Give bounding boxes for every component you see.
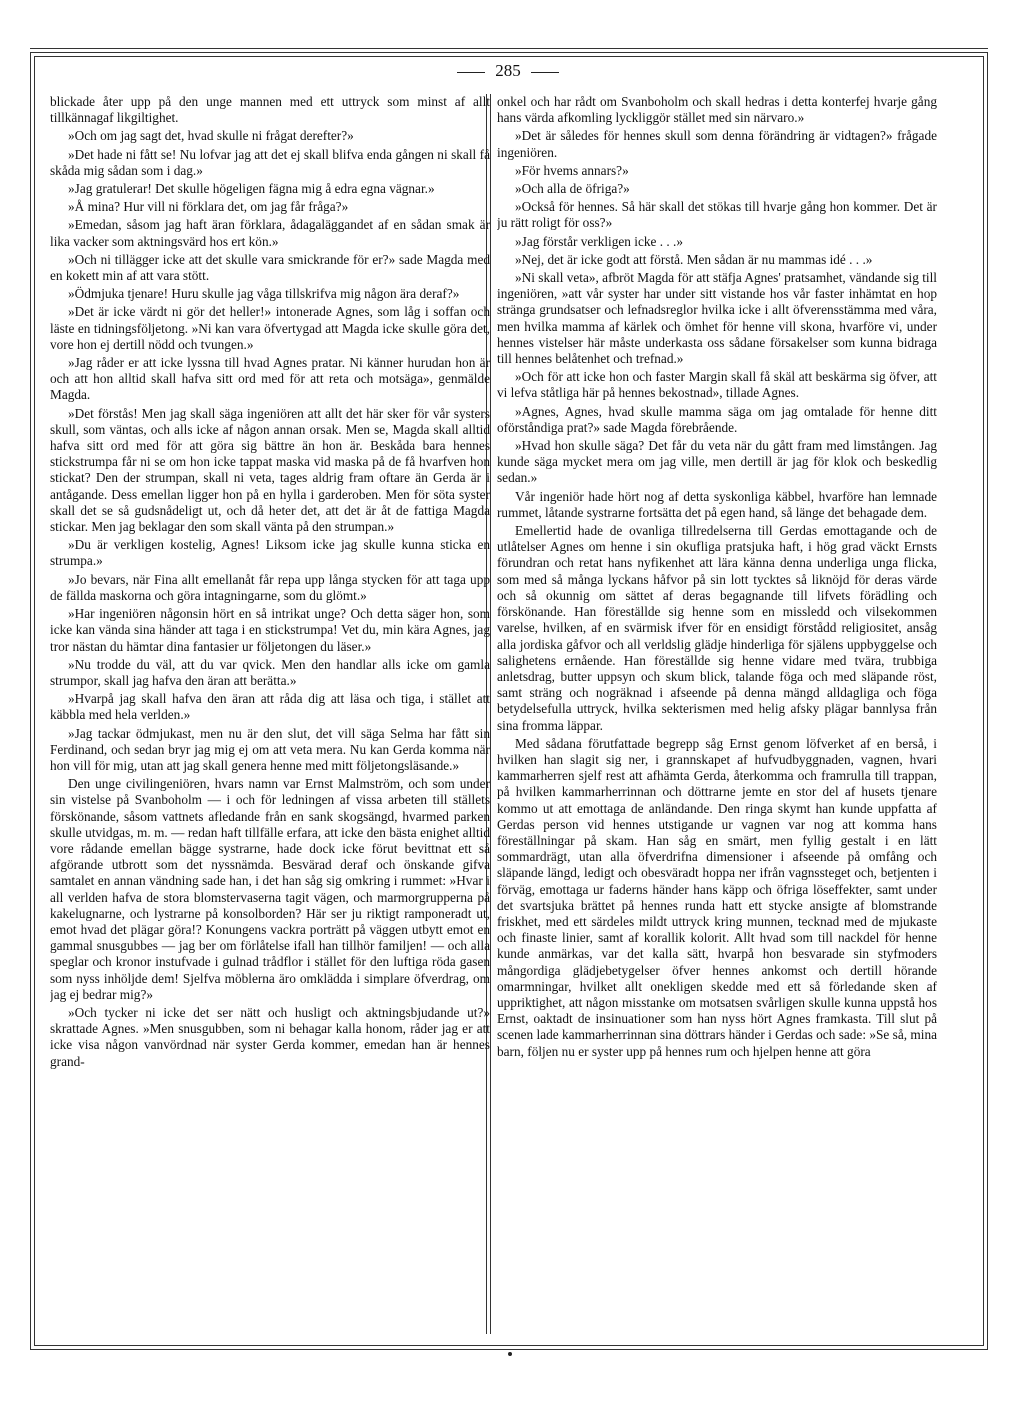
paragraph: »Ni skall veta», afbröt Magda för att stäfja Agnes' pratsamhet, vändande sig till ingeniören, »att vår syster har under sitt vistande hos vår faster inhämtat en hop stränga grundsatser och lefnadsreglor hvilka icke i allt öfverensstämma med våra, men hvilka mamma af kärlek och ömhet för henne vill skona, hvarföre vi, under hennes vistelser här måste underkasta oss sådane försakelser som kunna bidraga till hennes belåtenhet och trefnad.» [497,270,937,367]
paragraph: »Jag gratulerar! Det skulle högeligen fägna mig å edra egna vägnar.» [68,181,435,197]
paragraph: »Och ni tillägger icke att det skulle vara smickrande för er?» sade Magda med en kokett min af att vara stött. [50,251,490,284]
paragraph: »Hvarpå jag skall hafva den äran att råda dig att läsa och tiga, i stället att käbbla med hela verlden.» [50,691,490,723]
page-number-dash-right [531,72,559,73]
left-column [50,94,490,1334]
paragraph: blickade åter upp på den unge mannen med ett uttryck som minst af allt tillkännagaf likgiltighet. [50,94,490,126]
paragraph: »Det hade ni fått se! Nu lofvar jag att det ej skall blifva enda gången ni skall få skåda mig sådan som i dag.» [50,146,490,178]
paragraph: »Du är verkligen kostelig, Agnes! Liksom icke jag skulle kunna sticka en strumpa.» [50,537,490,569]
paragraph: onkel och har rådt om Svanboholm och skall hedras i detta konterfej hvarje gång hans värda afkomling lyckliggör stället med sin närvaro.» [497,94,937,126]
paragraph: »Det är således för hennes skull som denna förändring är vidtagen?» frågade ingeniören. [497,128,937,160]
paragraph: »Också för hennes. Så här skall det stökas till hvarje gång hon kommer. Det är ju rätt roligt för oss?» [497,199,937,231]
paragraph: »Och för att icke hon och faster Margin skall få skäl att beskärma sig öfver, att vi lefva ståtliga här på hennes bekostnad», tillade Agnes. [497,369,937,401]
page-number-header [0,61,1016,81]
page-number: 285 [495,61,521,80]
paragraph: »Nu trodde du väl, att du var qvick. Men den handlar alls icke om gamla strumpor, skall jag hafva den äran att berätta.» [50,656,490,688]
column-divider-right [490,94,491,1334]
paragraph: Vår ingeniör hade hört nog af detta syskonliga käbbel, hvarföre han lemnade rummet, låtande systrarne fortsätta det på egen hand, så länge det behagade dem. [497,488,937,520]
top-rule [30,48,988,49]
paragraph: »Jo bevars, när Fina allt emellanåt får repa upp långa stycken för att taga upp de fällda maskorna och göra intagningarne, som du glömt.» [50,571,490,603]
paragraph: »Jag förstår verkligen icke . . .» [515,233,684,249]
paragraph: »För hvems annars?» [515,162,629,178]
right-column [497,94,937,1334]
bottom-mark [508,1352,512,1356]
paragraph: »Och alla de öfriga?» [515,181,630,197]
paragraph: »Och tycker ni icke det ser nätt och husligt och aktningsbjudande ut?» skrattade Agnes. »Men snusgubben, som ni behagar kalla honom, råder jag er att icke visa någon vanvördnad när syster Gerda kommer, emedan han är hennes grand- [50,1004,490,1069]
paragraph: »Ödmjuka tjenare! Huru skulle jag våga tillskrifva mig någon ära deraf?» [68,286,460,302]
paragraph: Emellertid hade de ovanliga tillredelserna till Gerdas emottagande och de utlåtelser Agnes om henne i sin okufliga pratsjuka haft, i hög grad väckt Ernsts förundran och retat hans nyfikenhet att lära känna denna underliga unga flicka, som med så många lyckans håfvor på sin lott tycktes så liknöjd för deras värde och så okunnig om sättet af deras begagnande till lifvets förädling och förskönande. Han föreställde sig henne som en missledd och vilsekommen varelse, hvilken, af en svärmisk ifver för en ensidigt förstådd religiositet, ansåg alla jordiska gåfvor och all verldslig glädje hinderliga för själens uppbyggelse och salighetens ernående. Han föreställde sig henne vidare med tvära, trubbiga anletsdrag, butter uppsyn och skum blick, talande föga och med släpande röst, samt sträng och nogräknad i afseende på denna mängd alldagliga och föga betydelsefulla uttryck, hvilka sekterismen med helig afsky plägar bannlysa från sina fromma läppar. [497,523,937,733]
paragraph: »Hvad hon skulle säga? Det får du veta när du gått fram med limstången. Jag kunde säga mycket mera om jag ville, men dertill är jag för klok och beskedlig sedan.» [497,438,937,486]
paragraph: »Och om jag sagt det, hvad skulle ni frågat derefter?» [68,128,354,144]
paragraph: »Agnes, Agnes, hvad skulle mamma säga om jag omtalade för henne ditt oförståndiga prat?» sade Magda förebrående. [497,403,937,435]
paragraph: »Jag tackar ödmjukast, men nu är den slut, det vill säga Selma har fått sin Ferdinand, och sedan bryr jag mig ej om att veta mera. Nu kan Gerda komma när hon vill för mig, utan att jag skall genera henne med mitt följetongsläsande.» [50,725,490,773]
paragraph: »Det förstås! Men jag skall säga ingeniören att allt det här sker för vår systers skull, som väntas, och alls icke af någon annan orsak. Men se, Magda skall alltid hafva sitt ord med för att göra sig bättre än hon är. Beskåda bara hennes stickstrumpa får ni se om hon icke tappat maska vid maska på de få hvarfven hon stickat? Den der strumpan, skall ni veta, tages aldrig fram oftare än Gerda är i antågande. Dess emellan ligger hon på en hylla i garderoben. Men för söta syster skall det se så gudsnådeligt ut, och då heter det, att det är åt de fattiga Magda stickar. Men jag beklagar den som skall vänta på den strumpan.» [50,405,490,535]
paragraph: Den unge civilingeniören, hvars namn var Ernst Malmström, och som under sin vistelse på Svanboholm — i och för ledningen af vissa arbeten till ställets förskönande, såsom vattnets afledande från en sank skogsängd, hvarmed parken skulle utvidgas, m. m. — redan haft tillfälle erfara, att icke den bästa enighet alltid vore rådande emellan bägge systrarne, hade dock icke förut bevittnat ett så afgörande utbrott som det nyssnämda. Besvärad deraf och önskande gifva samtalet en annan vändning sade han, i det han såg sig omkring i rummet: »Hvar i all verlden hafva de stora blomstervaserna tagit vägen, och marmorgrupperna på kakelugnarne, och lystrarne på konsolborden? Här ser ju riktigt ramponeradt ut, emot hvad det plägar göra!? Konungens vackra porträtt på väggen utbytt emot en gammal snusgubbes — jag ber om förlåtelse ifall han tillhör familjen! — och alla speglar och kronor instufvade i gulnad trådflor i stället för den luftiga röda gasen som nyss inhöljde dem! Sjelfva möblerna äro omklädda i simplare öfverdrag, om jag ej bedrar mig?» [50,776,490,1002]
paragraph: »Emedan, såsom jag haft äran förklara, ådagaläggandet af en sådan smak är lika vacker som aktningsvärd hos ert kön.» [50,217,490,249]
paragraph: Med sådana förutfattade begrepp såg Ernst genom löfverket af en berså, i hvilken han slagit sig ner, i grannskapet af hufvudbyggnaden, vagnen, hvari kammarherren sjelf rest att afhämta Gerda, återkomma och framrulla till trappan, på hvilken kammarherrinnan och döttrarne jemte en stor del af husets tjenare kommo ut att emottaga de anländande. Den ringa skymt han kunde uppfatta af Gerdas person vid hennes utstigande ur vagnen var nog att komma hans föreställningar på skam. Han såg en smärt, men fyllig gestalt i en lätt sommardrägt, utan alla öfverdrifna dimensioner i afseende på omfång och släpande längd, ledigt och obesväradt hoppa ner ifrån vagnssteget och, betjenten i förväg, emottaga ur faderns händer hans käpp och öfriga löseffekter, samt under det svartsjuka brättet på hennes runda hatt ett stycke ansigte af blomstrande friskhet, med ett särdeles mildt uttryck kring munnen, tecknad med de mjukaste och finaste linier, samt af korallik kolorit. Allt hvad som till nackdel för henne kunde anmärkas, var det kalla sätt, hvarpå hon besvarade sin styfmoders mångordiga glädjebetygelser öfver hennes ankomst och dertill hörande omarmningar, hvilket allt onekligen skedde med ett så förledande sken af uppriktighet, att någon misstanke om motsatsen svårligen skulle kunna uppstå hos Ernst, oaktadt de insinuationer som han nyss hört Agnes framkasta. Till slut på scenen lade kammarherrinnan sina döttrars händer i Gerdas och sade: »Se så, mina barn, följen nu er syster upp på hennes rum och hjelpen henne att göra [497,735,937,1059]
paragraph: »Nej, det är icke godt att förstå. Men sådan är nu mammas idé . . .» [515,251,873,267]
paragraph: »Det är icke värdt ni gör det heller!» intonerade Agnes, som låg i soffan och läste en tidningsföljetong. »Ni kan vara öfvertygad att Magda icke skulle göra det, vore hon ej dertill nödd och tvungen.» [50,304,490,352]
paragraph: »Jag råder er att icke lyssna till hvad Agnes pratar. Ni känner hurudan hon är och att hon alltid skall hafva sitt ord med för att reta och motsäga», genmälde Magda. [50,355,490,403]
paragraph: »Å mina? Hur vill ni förklara det, om jag får fråga?» [68,199,349,215]
paragraph: »Har ingeniören någonsin hört en så intrikat unge? Och detta säger hon, som icke kan vända sina händer att taga i en stickstrumpa! Vet du, min kära Agnes, jag tror nästan du hämtar dina fantasier ur följetongen du läser.» [50,606,490,654]
page-number-dash-left [457,72,485,73]
